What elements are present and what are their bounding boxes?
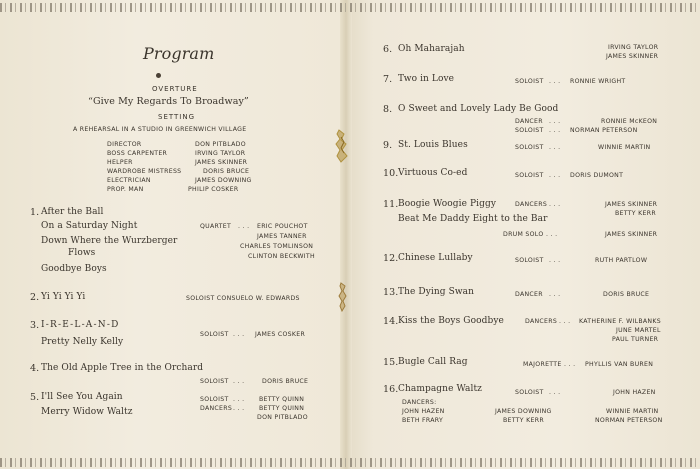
- leader-dots: . . .: [549, 291, 561, 298]
- song-title: Goodbye Boys: [41, 264, 107, 274]
- leader-dots: . . .: [549, 389, 561, 396]
- performer: DORIS DUMONT: [570, 172, 624, 179]
- performer: JAMES SKINNER: [606, 53, 659, 60]
- performer-role: DANCER: [515, 118, 543, 125]
- leader-dots: . . .: [559, 318, 571, 325]
- item-number: 9.: [383, 140, 393, 151]
- leader-dots: . . .: [549, 201, 561, 208]
- performer: JOHN HAZEN: [613, 389, 656, 396]
- performer: SOLOIST CONSUELO W. EDWARDS: [186, 295, 300, 302]
- performer-role: SOLOIST: [515, 389, 544, 396]
- performer-role: SOLOIST: [515, 78, 544, 85]
- item-number: 8.: [383, 104, 393, 115]
- performer-role: DANCER: [515, 291, 543, 298]
- item-number: 10.: [383, 168, 399, 179]
- song-title: Merry Widow Waltz: [41, 407, 133, 417]
- song-title: Pretty Nelly Kelly: [41, 337, 124, 347]
- performer: JAMES DOWNING: [495, 408, 552, 415]
- performer: KATHERINE F. WILBANKS: [579, 318, 661, 325]
- program-title: Program: [143, 44, 215, 63]
- performer: WINNIE MARTIN: [606, 408, 659, 415]
- song-title: Virtuous Co-ed: [398, 168, 468, 178]
- book-gutter: [340, 0, 352, 469]
- performer-role: DANCERS: [200, 405, 233, 412]
- song-title: Bugle Call Rag: [398, 357, 468, 367]
- song-title: Two in Love: [398, 74, 455, 84]
- performer: NORMAN PETERSON: [570, 127, 638, 134]
- leader-dots: . . .: [546, 231, 558, 238]
- performer: JAMES COSKER: [255, 331, 306, 338]
- performer-role: QUARTET: [200, 223, 232, 230]
- song-title: The Old Apple Tree in the Orchard: [41, 363, 204, 373]
- performer: DORIS BRUCE: [603, 291, 650, 298]
- performer-role: DANCERS:: [402, 399, 437, 406]
- performer-role: DRUM SOLO: [503, 231, 544, 238]
- item-number: 5.: [30, 392, 40, 403]
- performer-role: SOLOIST: [515, 144, 544, 151]
- performer: RONNIE McKEON: [601, 118, 658, 125]
- paper-tear-icon: [329, 128, 355, 164]
- leader-dots: . . .: [549, 127, 561, 134]
- performer: BETTY KERR: [615, 210, 656, 217]
- setting-desc: A REHEARSAL IN A STUDIO IN GREENWICH VILLAGE: [73, 126, 247, 133]
- song-title: St. Louis Blues: [398, 140, 468, 150]
- item-number: 1.: [30, 207, 40, 218]
- cast-actor: PHILIP COSKER: [188, 186, 239, 193]
- performer: PHYLLIS VAN BUREN: [585, 361, 654, 368]
- leader-dots: . . .: [233, 331, 245, 338]
- song-title: Beat Me Daddy Eight to the Bar: [398, 214, 548, 224]
- setting-label: SETTING: [158, 113, 196, 121]
- leader-dots: . . .: [233, 396, 245, 403]
- leader-dots: . . .: [549, 118, 561, 125]
- performer: JAMES SKINNER: [605, 201, 658, 208]
- right-page: [345, 0, 700, 469]
- performer: BETTY KERR: [503, 417, 544, 424]
- performer: DORIS BRUCE: [262, 378, 309, 385]
- performer: NORMAN PETERSON: [595, 417, 663, 424]
- item-number: 2.: [30, 292, 40, 303]
- performer: DON PITBLADO: [257, 414, 308, 421]
- leader-dots: . . .: [549, 144, 561, 151]
- song-title: Champagne Waltz: [398, 384, 483, 394]
- item-number: 12.: [383, 253, 399, 264]
- leader-dots: . . .: [233, 405, 245, 412]
- leader-dots: . . .: [549, 172, 561, 179]
- song-title: After the Ball: [41, 207, 104, 217]
- song-title: Chinese Lullaby: [398, 253, 473, 263]
- item-number: 14.: [383, 316, 399, 327]
- performer: CLINTON BECKWITH: [248, 253, 315, 260]
- song-title: Oh Maharajah: [398, 44, 465, 54]
- leader-dots: . . .: [233, 378, 245, 385]
- song-title: The Dying Swan: [398, 287, 475, 297]
- performer: PAUL TURNER: [612, 336, 659, 343]
- cast-actor: JAMES SKINNER: [195, 159, 248, 166]
- item-number: 16.: [383, 384, 399, 395]
- item-number: 11.: [383, 199, 399, 210]
- left-page: [0, 0, 345, 469]
- performer-role: SOLOIST: [515, 127, 544, 134]
- performer-role: SOLOIST: [515, 257, 544, 264]
- cast-role: WARDROBE MISTRESS: [107, 168, 182, 175]
- ornamental-border-top: [0, 3, 700, 12]
- performer: BETTY QUINN: [259, 396, 305, 403]
- cast-role: BOSS CARPENTER: [107, 150, 168, 157]
- performer: WINNIE MARTIN: [598, 144, 651, 151]
- cast-actor: DON PITBLADO: [195, 141, 246, 148]
- song-title: Flows: [68, 248, 96, 258]
- cast-actor: DORIS BRUCE: [203, 168, 250, 175]
- leader-dots: . . .: [238, 223, 250, 230]
- song-title: Yi Yi Yi Yi: [41, 292, 86, 302]
- cast-role: DIRECTOR: [107, 141, 142, 148]
- leader-dots: . . .: [549, 257, 561, 264]
- performer-role: SOLOIST: [515, 172, 544, 179]
- song-title: I-R-E-L-A-N-D: [41, 320, 120, 330]
- performer: JAMES SKINNER: [605, 231, 658, 238]
- performer-role: DANCERS: [515, 201, 548, 208]
- cast-role: HELPER: [107, 159, 133, 166]
- performer: ERIC POUCHOT: [257, 223, 308, 230]
- cast-role: ELECTRICIAN: [107, 177, 151, 184]
- performer-role: DANCERS: [525, 318, 558, 325]
- performer: BETH FRARY: [402, 417, 444, 424]
- item-number: 6.: [383, 44, 393, 55]
- item-number: 13.: [383, 287, 399, 298]
- performer: IRVING TAYLOR: [608, 44, 659, 51]
- performer: JUNE MARTEL: [616, 327, 661, 334]
- item-number: 4.: [30, 363, 40, 374]
- item-number: 7.: [383, 74, 393, 85]
- song-title: O Sweet and Lovely Lady Be Good: [398, 104, 559, 114]
- song-title: Kiss the Boys Goodbye: [398, 316, 504, 326]
- overture-label: OVERTURE: [152, 85, 198, 93]
- performer-role: SOLOIST: [200, 331, 229, 338]
- song-title: Down Where the Wurzberger: [41, 236, 178, 246]
- item-number: 15.: [383, 357, 399, 368]
- ornamental-border-bottom: [0, 458, 700, 467]
- overture-song: “Give My Regards To Broadway”: [88, 96, 249, 107]
- performer: RONNIE WRIGHT: [570, 78, 626, 85]
- song-title: Boogie Woogie Piggy: [398, 199, 497, 209]
- cast-actor: IRVING TAYLOR: [195, 150, 246, 157]
- cast-role: PROP. MAN: [107, 186, 144, 193]
- performer: CHARLES TOMLINSON: [240, 243, 314, 250]
- performer-role: SOLOIST: [200, 378, 229, 385]
- cast-actor: JAMES DOWNING: [195, 177, 252, 184]
- leader-dots: . . .: [549, 78, 561, 85]
- performer: JAMES TANNER: [257, 233, 307, 240]
- performer: BETTY QUINN: [259, 405, 305, 412]
- song-title: On a Saturday Night: [41, 221, 138, 231]
- performer: JOHN HAZEN: [402, 408, 445, 415]
- song-title: I'll See You Again: [41, 392, 123, 402]
- performer-role: SOLOIST: [200, 396, 229, 403]
- ornament-dot-icon: [156, 73, 161, 78]
- performer-role: MAJORETTE: [523, 361, 562, 368]
- item-number: 3.: [30, 320, 40, 331]
- staple-mark-icon: [335, 282, 351, 312]
- performer: RUTH PARTLOW: [595, 257, 648, 264]
- leader-dots: . . .: [564, 361, 576, 368]
